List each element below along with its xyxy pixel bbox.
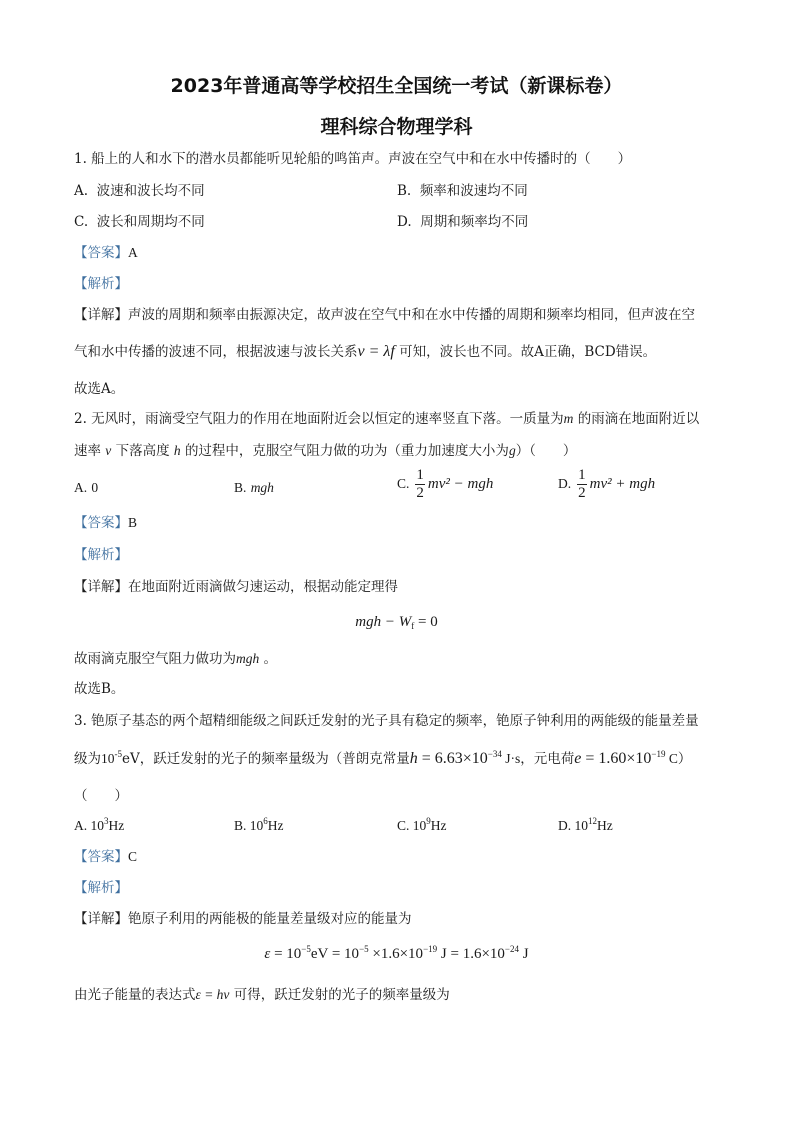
page-subtitle: 理科综合物理学科 (320, 116, 473, 138)
page-title: 2023年普通高等学校招生全国统一考试（新课标卷） (170, 75, 623, 97)
q1-option-a: A. 波速和波长均不同 (74, 183, 205, 199)
elementary-charge: $e = 1.60\times 10^{-19}$ (574, 749, 666, 767)
q3-option-d: D. $10^{12}Hz$ (558, 816, 613, 833)
q2-stem-line1: 2. 无风时，雨滴受空气阻力的作用在地面附近会以恒定的速率竖直下落。一质量为m 的雨滴在地面附近以 (74, 411, 700, 427)
q1-answer: 【答案】A (74, 245, 138, 261)
answer-label: 【答案】 (74, 245, 128, 261)
q3-option-c: C. $10^9Hz$ (397, 816, 447, 833)
q3-energy-equation: $\varepsilon = 10^{-5}eV = 10^{-5} \times 1.6\times 10^{-19}$ $J = 1.6\times 10^{-24}$ J (264, 944, 529, 962)
q2-option-b: B. mgh (234, 480, 274, 495)
q1-detail-line2: 气和水中传播的波速不同，根据波速与波长关系v = λf 可知，波长也不同。故A正确，BCD错误。 (74, 343, 657, 360)
q3-answer: 【答案】C (74, 849, 138, 865)
q3-tail: 由光子能量的表达式ε = hν 可得，跃迁发射的光子的频率量级为 (74, 987, 450, 1003)
q2-stem-line2: 速率 v 下落高度 h 的过程中，克服空气阻力做的功为（重力加速度大小为g）（ ） (74, 443, 577, 459)
q1-stem: 1. 船上的人和水下的潜水员都能听见轮船的鸣笛声。声波在空气中和在水中传播时的（ ） (74, 151, 632, 167)
q2-option-d: D. $\frac{1}{2}$ mv² + mgh (558, 467, 656, 501)
q3-stem-line2: 级为$10^{-5}eV$，跃迁发射的光子的频率量级为（普朗克常量$h = 6.63\times 10^{-34}$ J·s，元电荷$e = 1.60\times 10^{-19}$ C） (74, 749, 692, 767)
q1-option-b: B. 频率和波速均不同 (397, 183, 528, 199)
q1-conclusion: 故选A。 (74, 381, 125, 397)
q1-option-d: D. 周期和频率均不同 (397, 214, 529, 230)
q3-option-b: B. $10^6Hz$ (234, 816, 284, 833)
q2-detail: 【详解】在地面附近雨滴做匀速运动，根据动能定理得 (74, 579, 398, 595)
fraction-half: $\frac{1}{2}$ (416, 467, 424, 501)
q2-result: 故雨滴克服空气阻力做功为mgh 。 (74, 651, 278, 667)
q1-detail-line1: 【详解】声波的周期和频率由振源决定，故声波在空气中和在水中传播的周期和频率均相同，但声波在空 (74, 307, 695, 323)
q3-detail: 【详解】铯原子利用的两能极的能量差量级对应的能量为 (74, 911, 412, 927)
q3-analysis-label: 【解析】 (74, 880, 128, 896)
q2-answer: 【答案】B (74, 515, 138, 531)
q2-equation: mgh − $W_f = 0$ (355, 614, 438, 631)
q2-option-a: A. 0 (74, 480, 99, 495)
q3-option-a: A. $10^3Hz$ (74, 816, 125, 833)
q1-option-c: C. 波长和周期均不同 (74, 214, 205, 230)
planck-constant: $h = 6.63\times 10^{-34}$ J·s (409, 749, 521, 767)
wave-formula: v = λf (357, 343, 395, 360)
q1-analysis-label: 【解析】 (74, 276, 128, 292)
q2-conclusion: 故选B。 (74, 681, 125, 697)
q2-option-c: C. $\frac{1}{2}$ mv² − mgh (397, 467, 494, 501)
q3-stem-line3: （ ） (74, 788, 128, 804)
q3-stem-line1: 3. 铯原子基态的两个超精细能级之间跃迁发射的光子具有稳定的频率，铯原子钟利用的两能级的能量差量 (74, 713, 699, 729)
fraction-half: $\frac{1}{2}$ (578, 467, 586, 501)
q2-analysis-label: 【解析】 (74, 547, 128, 563)
